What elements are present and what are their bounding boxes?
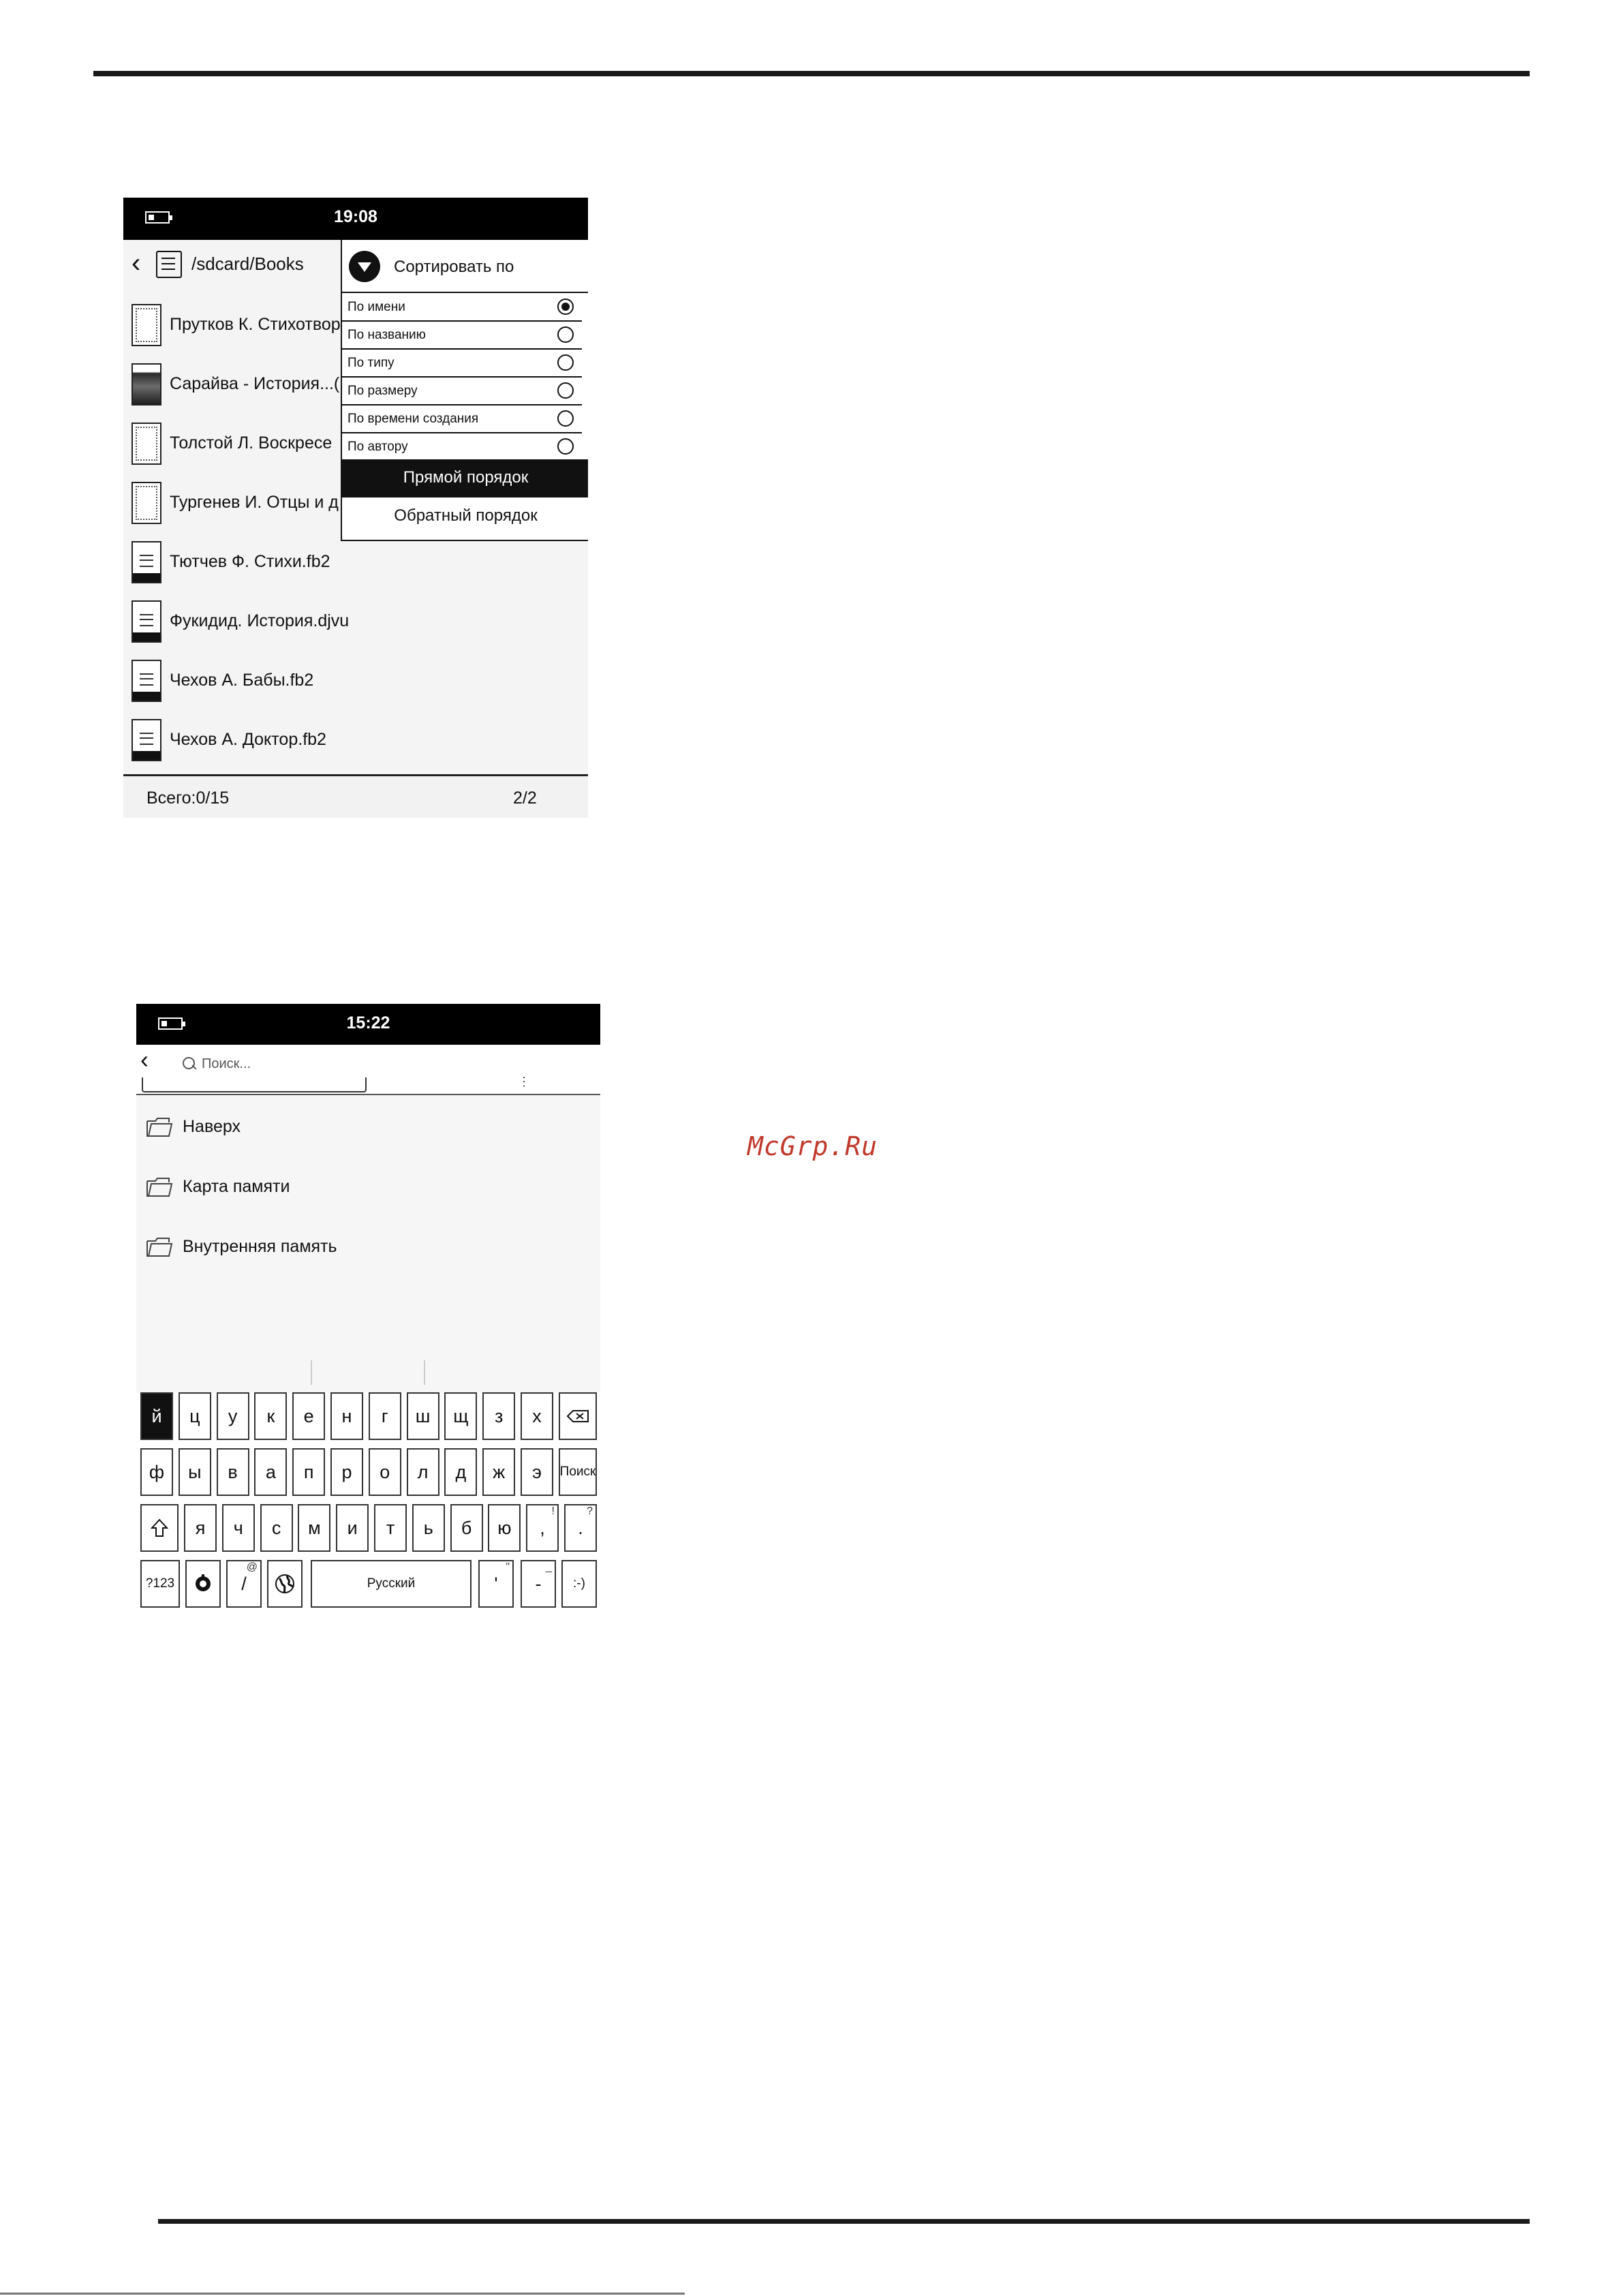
folder-row[interactable] <box>136 1215 600 1275</box>
key-label: к <box>266 1405 275 1426</box>
watermark: McGrp.Ru <box>747 1131 878 1161</box>
key-а[interactable] <box>254 1448 287 1496</box>
key-з[interactable] <box>482 1392 515 1440</box>
search-icon <box>183 1057 195 1069</box>
file-name: Толстой Л. Воскресе <box>170 433 333 453</box>
key-у[interactable] <box>217 1392 249 1440</box>
back-chevron-icon[interactable]: ‹ <box>132 248 141 278</box>
key-о[interactable] <box>369 1448 401 1496</box>
key-alt-label: " <box>506 1561 510 1573</box>
key-ю[interactable] <box>488 1504 521 1552</box>
folder-name: Наверх <box>183 1117 241 1136</box>
file-manager-screen <box>123 198 588 818</box>
key-label: э <box>532 1461 542 1482</box>
key-label: ю <box>497 1517 512 1538</box>
folder-view-icon[interactable] <box>156 251 182 278</box>
key-label: б <box>461 1517 472 1538</box>
ascending-order-button[interactable]: Прямой порядок <box>342 459 588 496</box>
key-label: :-) <box>573 1576 585 1591</box>
key-м[interactable] <box>298 1504 330 1552</box>
footer-bar <box>123 774 588 818</box>
radio-button-icon[interactable] <box>557 410 574 427</box>
key-label: с <box>271 1517 281 1538</box>
key-е[interactable] <box>292 1392 325 1440</box>
radio-button-icon[interactable] <box>557 326 574 343</box>
file-name: Фукидид. История.djvu <box>170 611 350 630</box>
key-ь[interactable] <box>412 1504 445 1552</box>
key-label: . <box>578 1517 583 1538</box>
key-к[interactable] <box>254 1392 287 1440</box>
folder-icon <box>146 1177 173 1197</box>
status-bar <box>136 1004 600 1045</box>
status-time: 19:08 <box>334 207 377 226</box>
period-key[interactable] <box>564 1504 597 1552</box>
comma-key[interactable] <box>526 1504 559 1552</box>
radio-button-icon[interactable] <box>557 299 574 315</box>
total-count: Всего:0/15 <box>146 789 230 808</box>
tab-active[interactable] <box>142 1077 367 1092</box>
bottom-rule <box>158 2219 1530 2224</box>
key-label: и <box>347 1517 358 1538</box>
gear-icon <box>193 1574 213 1594</box>
document-thumbnail <box>132 600 161 643</box>
back-chevron-icon[interactable]: ‹ <box>140 1045 149 1073</box>
key-х[interactable] <box>521 1392 553 1440</box>
key-label: х <box>532 1405 542 1426</box>
key-label: ж <box>493 1461 506 1482</box>
radio-button-icon[interactable] <box>557 438 574 455</box>
shift-arrow-icon <box>151 1518 168 1537</box>
file-row[interactable] <box>123 652 588 711</box>
sort-option[interactable] <box>342 349 582 378</box>
key-label: ф <box>149 1461 165 1482</box>
key-label: ц <box>189 1405 200 1426</box>
key-н[interactable] <box>330 1392 363 1440</box>
apostrophe-key[interactable] <box>478 1560 514 1608</box>
space-key[interactable] <box>311 1560 472 1608</box>
sort-option-label: По названию <box>347 328 426 342</box>
key-alt-label: @ <box>246 1561 258 1573</box>
key-label: Русский <box>367 1576 416 1591</box>
suggestion-divider <box>424 1360 425 1385</box>
file-row[interactable] <box>123 533 588 592</box>
folder-name: Карта памяти <box>183 1177 290 1196</box>
key-label: ы <box>188 1461 202 1482</box>
book-cover-thumbnail <box>132 363 161 405</box>
book-cover-thumbnail <box>132 304 161 346</box>
sort-menu <box>341 240 588 541</box>
status-bar <box>123 198 588 240</box>
sort-down-icon <box>349 251 380 282</box>
sort-option-label: По типу <box>347 356 395 370</box>
key-label: ?123 <box>145 1576 175 1591</box>
symbols-key[interactable] <box>140 1560 180 1608</box>
key-label: ч <box>233 1517 243 1538</box>
key-label: р <box>341 1461 352 1482</box>
sort-option-label: По имени <box>347 300 405 314</box>
key-label: / <box>241 1573 247 1594</box>
slash-key[interactable] <box>226 1560 262 1608</box>
sort-option-label: По автору <box>347 440 408 454</box>
top-rule <box>93 71 1530 76</box>
file-name: Тургенев И. Отцы и д <box>170 493 339 512</box>
sort-option[interactable] <box>342 321 582 350</box>
key-label: е <box>303 1405 314 1426</box>
folder-row[interactable] <box>136 1095 600 1155</box>
search-screen <box>136 1004 600 1685</box>
key-й[interactable] <box>140 1392 173 1440</box>
key-label: д <box>455 1461 467 1482</box>
key-label: щ <box>453 1405 469 1426</box>
suggestion-divider <box>311 1360 312 1385</box>
dash-key[interactable] <box>521 1560 556 1608</box>
key-label: ь <box>423 1517 433 1538</box>
key-ц[interactable] <box>179 1392 211 1440</box>
radio-button-icon[interactable] <box>557 354 574 371</box>
file-name: Сарайва - История...( <box>170 374 340 393</box>
key-ш[interactable] <box>407 1392 439 1440</box>
folder-name: Внутренняя память <box>183 1237 337 1256</box>
key-label: ' <box>494 1573 498 1594</box>
folder-icon <box>146 1237 173 1257</box>
key-label: г <box>381 1405 388 1426</box>
document-thumbnail <box>132 660 161 702</box>
key-п[interactable] <box>292 1448 325 1496</box>
key-label: о <box>380 1461 390 1482</box>
document-thumbnail <box>132 541 161 583</box>
file-row[interactable] <box>123 711 588 770</box>
language-key[interactable] <box>267 1560 303 1608</box>
sort-option[interactable] <box>342 293 582 322</box>
shift-key[interactable] <box>140 1504 179 1552</box>
folder-row[interactable] <box>136 1155 600 1215</box>
search-key[interactable] <box>559 1448 597 1496</box>
key-label: ш <box>415 1405 431 1426</box>
smiley-key[interactable] <box>561 1560 597 1608</box>
sort-option[interactable] <box>342 433 582 461</box>
book-cover-thumbnail <box>132 423 161 465</box>
book-cover-thumbnail <box>132 482 161 524</box>
sort-option-label: По размеру <box>347 384 418 398</box>
backspace-icon <box>566 1409 589 1423</box>
page-indicator: 2/2 <box>513 789 537 808</box>
key-ы[interactable] <box>179 1448 211 1496</box>
key-т[interactable] <box>374 1504 407 1552</box>
key-ж[interactable] <box>482 1448 515 1496</box>
key-alt-label: ? <box>587 1505 593 1517</box>
folder-icon <box>146 1117 173 1137</box>
key-label: у <box>228 1405 238 1426</box>
key-р[interactable] <box>330 1448 363 1496</box>
key-и[interactable] <box>336 1504 369 1552</box>
file-name: Тютчев Ф. Стихи.fb2 <box>170 552 330 571</box>
key-label: Поиск <box>559 1465 596 1479</box>
more-options-icon[interactable]: ⋮ <box>518 1075 530 1088</box>
sort-menu-title: Сортировать по <box>394 258 514 276</box>
document-thumbnail <box>132 719 161 761</box>
key-label: в <box>228 1461 238 1482</box>
descending-order-button[interactable]: Обратный порядок <box>342 496 588 534</box>
key-label: л <box>417 1461 429 1482</box>
settings-key[interactable] <box>185 1560 221 1608</box>
key-label: й <box>151 1405 162 1426</box>
key-э[interactable] <box>521 1448 553 1496</box>
search-box[interactable] <box>169 1050 595 1079</box>
radio-button-icon[interactable] <box>557 382 574 399</box>
sort-menu-header <box>342 240 588 293</box>
key-label: п <box>303 1461 314 1482</box>
file-name: Прутков К. Стихотвор <box>170 315 341 334</box>
sort-option[interactable] <box>342 405 582 433</box>
file-row[interactable] <box>123 592 588 652</box>
key-с[interactable] <box>260 1504 293 1552</box>
key-л[interactable] <box>407 1448 439 1496</box>
key-label: , <box>540 1517 545 1538</box>
tab-strip <box>136 1077 600 1095</box>
globe-icon <box>274 1573 296 1595</box>
backspace-key[interactable] <box>559 1392 597 1440</box>
search-input[interactable] <box>202 1054 474 1073</box>
file-name: Чехов А. Доктор.fb2 <box>170 730 326 749</box>
key-label: т <box>386 1517 395 1538</box>
key-label: м <box>308 1517 321 1538</box>
key-г[interactable] <box>369 1392 401 1440</box>
key-label: н <box>341 1405 352 1426</box>
key-alt-label: _ <box>546 1561 552 1573</box>
key-label: а <box>265 1461 276 1482</box>
key-щ[interactable] <box>444 1392 477 1440</box>
key-в[interactable] <box>217 1448 249 1496</box>
footer-rule <box>0 2293 685 2295</box>
file-name: Чехов А. Бабы.fb2 <box>170 671 314 690</box>
onscreen-keyboard <box>136 1392 600 1685</box>
key-д[interactable] <box>444 1448 477 1496</box>
sort-option-label: По времени создания <box>347 412 479 426</box>
key-я[interactable] <box>184 1504 217 1552</box>
sort-option[interactable] <box>342 377 582 405</box>
status-time: 15:22 <box>346 1013 390 1032</box>
current-path: /sdcard/Books <box>191 254 304 274</box>
key-label: - <box>535 1573 542 1594</box>
key-label: з <box>494 1405 504 1426</box>
key-б[interactable] <box>450 1504 483 1552</box>
key-ф[interactable] <box>140 1448 173 1496</box>
key-label: я <box>195 1517 206 1538</box>
key-alt-label: ! <box>551 1505 555 1517</box>
key-ч[interactable] <box>222 1504 255 1552</box>
